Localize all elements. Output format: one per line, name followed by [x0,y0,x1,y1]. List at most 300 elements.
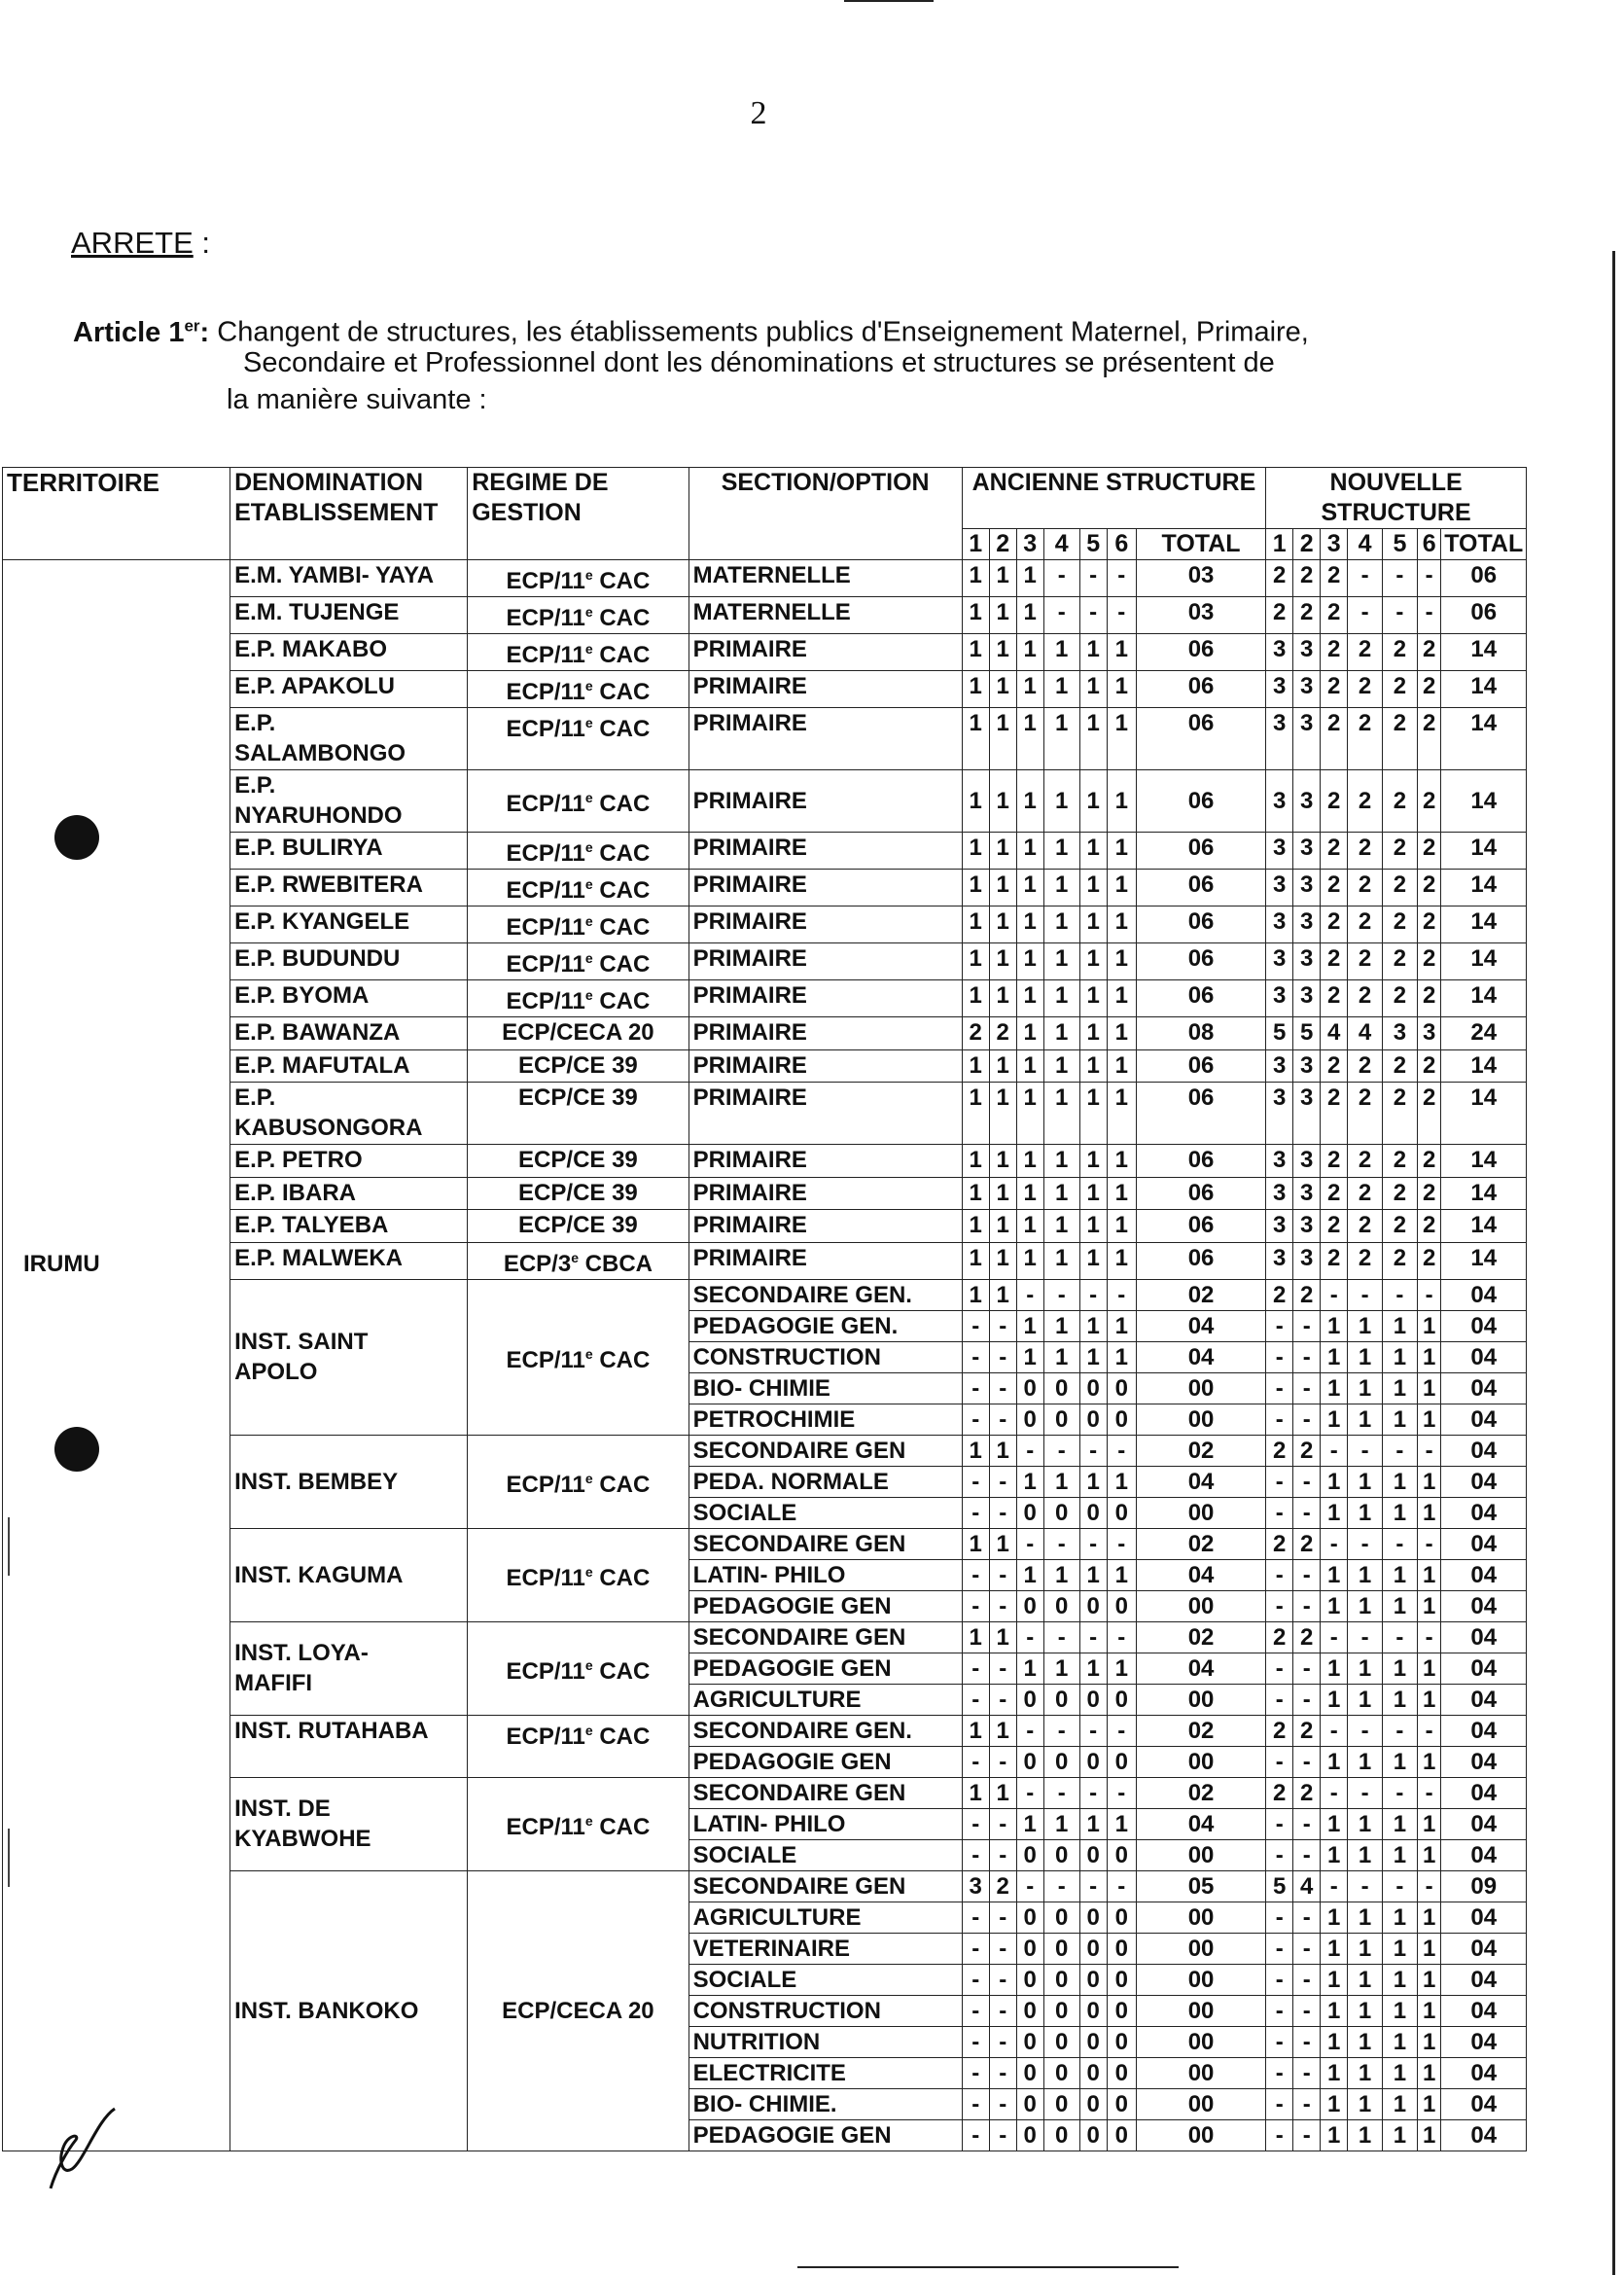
old-total: 00 [1136,1933,1265,1964]
old-value: 1 [1079,1210,1107,1243]
old-value: 1 [962,708,989,770]
old-value: - [1043,1621,1079,1653]
new-value: 2 [1321,906,1348,943]
new-total: 04 [1441,1715,1527,1746]
section-option: PEDAGOGIE GEN [688,1590,962,1621]
new-value: 1 [1348,1497,1383,1528]
new-value: 1 [1383,1590,1418,1621]
old-value: 1 [1016,1177,1043,1210]
new-value: - [1293,1341,1321,1372]
new-value: 2 [1348,1210,1383,1243]
old-value: 0 [1016,1933,1043,1964]
new-value: 1 [1348,2119,1383,2151]
old-value: 1 [962,770,989,833]
new-total: 09 [1441,1870,1527,1902]
new-value: - [1417,1870,1441,1902]
old-value: - [989,1902,1016,1933]
new-value: 3 [1293,671,1321,708]
new-value: 4 [1321,1017,1348,1050]
old-value: 1 [1079,1466,1107,1497]
old-value: 1 [1107,1341,1136,1372]
new-total: 06 [1441,597,1527,634]
new-total: 14 [1441,833,1527,870]
establishment-name: E.P. MAKABO [230,634,468,671]
new-value: 1 [1321,1933,1348,1964]
new-value: 1 [1417,2057,1441,2088]
old-total: 00 [1136,1684,1265,1715]
new-value: 1 [1417,1590,1441,1621]
old-value: 0 [1107,1964,1136,1995]
regime-de-gestion: ECP/11e CAC [468,1279,688,1435]
new-value: 2 [1417,980,1441,1017]
old-total: 02 [1136,1715,1265,1746]
header-col: 1 [962,529,989,560]
old-value: 1 [1043,980,1079,1017]
section-option: PRIMAIRE [688,870,962,906]
new-value: 1 [1348,1590,1383,1621]
old-value: - [962,1808,989,1839]
old-value: 0 [1016,1372,1043,1404]
new-value: 3 [1293,943,1321,980]
header-row [3,468,1527,529]
old-value: 1 [962,671,989,708]
old-value: 1 [1043,943,1079,980]
old-value: 1 [962,1145,989,1178]
new-total: 04 [1441,1621,1527,1653]
article-line-1: Changent de structures, les établissements publics d'Enseignement Maternel, Primaire, [217,316,1309,348]
section-option: PRIMAIRE [688,1017,962,1050]
old-value: - [1107,1279,1136,1310]
new-value: 1 [1417,1559,1441,1590]
old-value: 1 [1079,1242,1107,1279]
new-value: - [1293,1964,1321,1995]
top-rule [844,0,934,2]
old-value: - [1107,560,1136,597]
old-value: 1 [1043,634,1079,671]
regime-de-gestion: ECP/CE 39 [468,1083,688,1145]
new-value: - [1383,560,1418,597]
old-value: 1 [962,1435,989,1466]
old-total: 04 [1136,1341,1265,1372]
old-value: - [989,2057,1016,2088]
new-value: 2 [1266,1715,1293,1746]
regime-de-gestion: ECP/11e CAC [468,943,688,980]
new-value: 1 [1417,1497,1441,1528]
old-value: - [1043,1870,1079,1902]
section-option: SOCIALE [688,1497,962,1528]
old-value: 1 [962,906,989,943]
old-value: 1 [962,980,989,1017]
table-row [3,870,1527,906]
regime-de-gestion: ECP/11e CAC [468,708,688,770]
old-total: 00 [1136,2057,1265,2088]
table-row [3,560,1527,597]
old-value: - [989,1964,1016,1995]
old-total: 02 [1136,1279,1265,1310]
new-value: 1 [1383,1839,1418,1870]
old-value: 1 [1016,770,1043,833]
new-value: 1 [1321,1902,1348,1933]
new-value: 2 [1417,1177,1441,1210]
new-value: 2 [1321,870,1348,906]
old-total: 00 [1136,1746,1265,1777]
old-total: 06 [1136,906,1265,943]
new-value: - [1266,1933,1293,1964]
old-value: 0 [1079,1995,1107,2026]
old-value: 1 [1079,1177,1107,1210]
old-value: 0 [1107,2026,1136,2057]
new-total: 24 [1441,1017,1527,1050]
new-total: 04 [1441,1559,1527,1590]
section-option: CONSTRUCTION [688,1341,962,1372]
new-value: 1 [1348,1746,1383,1777]
old-value: 1 [1107,1310,1136,1341]
old-total: 00 [1136,1995,1265,2026]
old-total: 05 [1136,1870,1265,1902]
new-total: 04 [1441,1964,1527,1995]
old-value: - [962,1653,989,1684]
punch-hole-mark [54,815,99,860]
new-value: 2 [1266,1279,1293,1310]
old-value: 1 [1043,1177,1079,1210]
new-value: 3 [1383,1017,1418,1050]
new-value: - [1383,1715,1418,1746]
regime-de-gestion: ECP/11e CAC [468,1715,688,1777]
header-col: 4 [1348,529,1383,560]
old-value: - [1016,1279,1043,1310]
new-value: - [1293,1559,1321,1590]
old-total: 06 [1136,1145,1265,1178]
old-value: 1 [1043,1466,1079,1497]
old-value: 1 [1043,1083,1079,1145]
section-option: PRIMAIRE [688,980,962,1017]
old-value: 1 [989,1777,1016,1808]
new-value: - [1348,597,1383,634]
old-total: 06 [1136,671,1265,708]
new-value: 2 [1348,1242,1383,1279]
old-total: 04 [1136,1653,1265,1684]
table-row [3,1145,1527,1178]
old-value: - [962,1684,989,1715]
old-value: - [989,1808,1016,1839]
establishment-name: INST. LOYA- MAFIFI [230,1621,468,1715]
new-value: 2 [1348,870,1383,906]
old-value: - [1016,1528,1043,1559]
old-value: - [962,1964,989,1995]
section-option: SECONDAIRE GEN. [688,1715,962,1746]
regime-de-gestion: ECP/11e CAC [468,980,688,1017]
old-value: 1 [1107,1808,1136,1839]
new-value: - [1348,1777,1383,1808]
old-value: 1 [1016,671,1043,708]
old-total: 06 [1136,943,1265,980]
old-total: 02 [1136,1777,1265,1808]
old-value: 0 [1043,1684,1079,1715]
old-value: 1 [1016,1145,1043,1178]
new-value: 4 [1348,1017,1383,1050]
old-value: - [989,1684,1016,1715]
section-option: MATERNELLE [688,560,962,597]
new-value: 3 [1266,870,1293,906]
new-value: 1 [1348,2026,1383,2057]
new-total: 14 [1441,1083,1527,1145]
old-value: - [1043,1435,1079,1466]
old-value: 1 [1016,597,1043,634]
new-value: 3 [1293,770,1321,833]
old-value: 1 [962,1083,989,1145]
header-col: 1 [1266,529,1293,560]
new-value: 1 [1348,1310,1383,1341]
old-value: 1 [962,560,989,597]
new-value: - [1348,1435,1383,1466]
new-value: 1 [1417,1839,1441,1870]
old-value: 1 [989,1621,1016,1653]
old-value: 1 [962,1279,989,1310]
new-value: 1 [1321,2119,1348,2151]
establishment-name: E.P. BAWANZA [230,1017,468,1050]
new-value: 2 [1348,906,1383,943]
old-total: 06 [1136,980,1265,1017]
old-value: 1 [1107,980,1136,1017]
new-value: 3 [1266,980,1293,1017]
new-value: - [1266,1964,1293,1995]
old-value: 1 [962,1621,989,1653]
new-value: 2 [1348,1049,1383,1083]
old-value: 1 [962,870,989,906]
new-value: 3 [1266,770,1293,833]
regime-de-gestion: ECP/11e CAC [468,1528,688,1621]
new-total: 04 [1441,1777,1527,1808]
establishment-name: INST. DE KYABWOHE [230,1777,468,1870]
old-value: 0 [1079,1684,1107,1715]
table-row [3,1528,1527,1559]
old-value: - [989,1559,1016,1590]
new-value: 2 [1383,980,1418,1017]
new-value: 1 [1348,1466,1383,1497]
regime-de-gestion: ECP/CE 39 [468,1145,688,1178]
old-value: 1 [989,708,1016,770]
old-value: 1 [1079,770,1107,833]
old-value: 0 [1043,1497,1079,1528]
new-value: 1 [1321,2057,1348,2088]
new-total: 04 [1441,1653,1527,1684]
old-value: 1 [962,1777,989,1808]
old-value: - [1107,597,1136,634]
header-col: 6 [1417,529,1441,560]
section-heading: ARRETE : [71,226,210,260]
old-value: 1 [1079,1145,1107,1178]
old-value: - [1079,560,1107,597]
new-value: 2 [1321,597,1348,634]
establishment-name: E.P. BUDUNDU [230,943,468,980]
old-value: 1 [1016,1808,1043,1839]
new-total: 14 [1441,634,1527,671]
old-value: 0 [1107,2119,1136,2151]
header-col: 4 [1043,529,1079,560]
new-value: 2 [1383,1083,1418,1145]
new-value: 2 [1417,671,1441,708]
new-value: 2 [1348,708,1383,770]
new-value: - [1266,1497,1293,1528]
new-value: - [1293,1466,1321,1497]
new-value: - [1293,1902,1321,1933]
new-total: 04 [1441,1995,1527,2026]
establishment-name: E.P. SALAMBONGO [230,708,468,770]
old-value: 1 [1107,1049,1136,1083]
old-value: 1 [1016,1653,1043,1684]
old-value: 0 [1016,1404,1043,1435]
new-value: 2 [1321,634,1348,671]
establishment-name: INST. BEMBEY [230,1435,468,1528]
new-value: - [1321,1777,1348,1808]
punch-hole-mark [54,1427,99,1472]
new-value: 2 [1383,770,1418,833]
new-value: 1 [1321,1995,1348,2026]
new-value: - [1417,1279,1441,1310]
regime-de-gestion: ECP/11e CAC [468,906,688,943]
new-total: 14 [1441,980,1527,1017]
old-total: 06 [1136,1242,1265,1279]
old-value: 1 [962,1715,989,1746]
new-value: - [1266,1310,1293,1341]
old-value: 0 [1043,1995,1079,2026]
new-value: 1 [1321,1839,1348,1870]
old-value: 1 [1107,1017,1136,1050]
establishment-name: E.P. KABUSONGORA [230,1083,468,1145]
new-total: 04 [1441,1590,1527,1621]
old-value: 0 [1079,2057,1107,2088]
section-option: PRIMAIRE [688,708,962,770]
regime-de-gestion: ECP/11e CAC [468,833,688,870]
new-value: 1 [1417,1964,1441,1995]
section-option: PRIMAIRE [688,1177,962,1210]
new-value: - [1383,1279,1418,1310]
old-total: 02 [1136,1621,1265,1653]
old-total: 00 [1136,1590,1265,1621]
new-value: 1 [1321,1964,1348,1995]
header-territoire: TERRITOIRE [3,468,230,560]
new-value: 2 [1417,1210,1441,1243]
new-value: 2 [1417,708,1441,770]
old-value: - [989,1746,1016,1777]
old-value: 1 [962,943,989,980]
old-value: 1 [962,1210,989,1243]
new-total: 14 [1441,770,1527,833]
section-option: PRIMAIRE [688,634,962,671]
old-value: - [1107,1621,1136,1653]
old-value: 1 [1043,1242,1079,1279]
new-value: 1 [1417,1684,1441,1715]
new-value: - [1293,1372,1321,1404]
bottom-rule [797,2266,1179,2268]
old-value: 1 [1107,708,1136,770]
old-total: 04 [1136,1559,1265,1590]
establishment-name: E.P. IBARA [230,1177,468,1210]
old-value: - [989,1653,1016,1684]
new-value: - [1293,1746,1321,1777]
new-total: 04 [1441,1746,1527,1777]
new-value: - [1321,1528,1348,1559]
old-value: 0 [1079,2026,1107,2057]
old-value: 1 [1107,870,1136,906]
new-value: - [1266,1559,1293,1590]
section-option: PEDA. NORMALE [688,1466,962,1497]
new-total: 14 [1441,906,1527,943]
old-value: - [962,2119,989,2151]
old-value: 0 [1079,2119,1107,2151]
new-value: 2 [1383,671,1418,708]
new-value: 2 [1383,870,1418,906]
establishment-name: E.P. BYOMA [230,980,468,1017]
new-value: 1 [1383,2026,1418,2057]
old-value: 1 [1043,1808,1079,1839]
old-value: 1 [1107,671,1136,708]
old-value: 1 [1079,943,1107,980]
structures-table [2,467,1527,2151]
table-row [3,833,1527,870]
new-total: 04 [1441,1933,1527,1964]
new-value: 2 [1348,634,1383,671]
old-value: - [989,1341,1016,1372]
new-value: 3 [1266,1049,1293,1083]
old-value: - [989,1466,1016,1497]
old-value: 0 [1107,1933,1136,1964]
new-value: 1 [1348,2088,1383,2119]
old-value: 0 [1043,1964,1079,1995]
section-option: PETROCHIMIE [688,1404,962,1435]
new-value: 1 [1321,1590,1348,1621]
old-value: - [962,1341,989,1372]
new-value: - [1266,2119,1293,2151]
new-total: 04 [1441,2026,1527,2057]
new-value: 2 [1383,1145,1418,1178]
header-col: 2 [989,529,1016,560]
section-option: SOCIALE [688,1964,962,1995]
table-row [3,1715,1527,1746]
article-label: Article 1er: [73,316,210,348]
old-value: - [989,1497,1016,1528]
new-value: - [1293,2088,1321,2119]
new-value: 2 [1321,1210,1348,1243]
establishment-name: E.P. RWEBITERA [230,870,468,906]
new-value: 1 [1348,1653,1383,1684]
header-section: SECTION/OPTION [688,468,962,560]
new-value: 3 [1293,1177,1321,1210]
old-value: 1 [1079,870,1107,906]
old-value: 0 [1016,1497,1043,1528]
regime-de-gestion: ECP/3e CBCA [468,1242,688,1279]
old-value: 0 [1043,1404,1079,1435]
new-value: 1 [1383,1466,1418,1497]
territoire-cell [3,560,230,2151]
new-value: 1 [1348,1933,1383,1964]
old-value: 1 [1043,1653,1079,1684]
old-value: - [1079,1715,1107,1746]
new-value: 2 [1293,1621,1321,1653]
new-value: 2 [1417,770,1441,833]
old-value: 1 [1079,634,1107,671]
new-total: 14 [1441,1145,1527,1178]
old-value: 1 [962,1177,989,1210]
new-value: - [1293,1310,1321,1341]
new-value: 2 [1321,1242,1348,1279]
old-value: 0 [1079,1964,1107,1995]
new-value: 2 [1321,833,1348,870]
new-value: - [1266,1746,1293,1777]
old-total: 00 [1136,2088,1265,2119]
establishment-name: E.P. APAKOLU [230,671,468,708]
old-total: 02 [1136,1528,1265,1559]
